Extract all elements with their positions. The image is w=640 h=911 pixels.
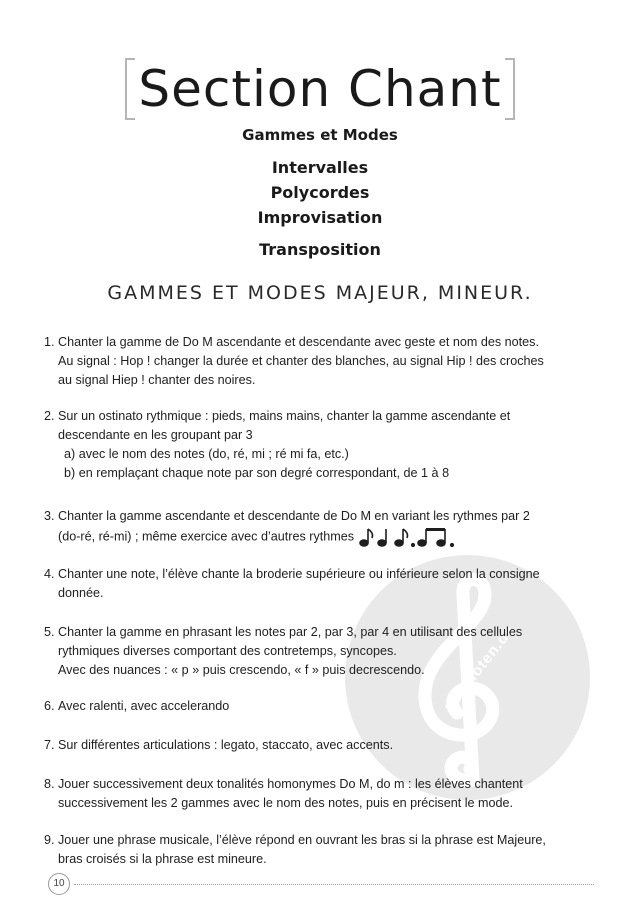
item-line: donnée. [58, 586, 104, 600]
item-number: 2. [44, 409, 55, 423]
item-line: bras croisés si la phrase est mineure. [58, 852, 267, 866]
item-number: 3. [44, 509, 55, 523]
rhythm-notes-icon [358, 526, 458, 548]
item-line-with-rhythms [44, 526, 614, 548]
footer-dotted-rule [74, 884, 594, 885]
list-item [44, 775, 614, 813]
list-item [44, 333, 614, 390]
right-bracket [505, 58, 515, 120]
subtitle-improvisation: Improvisation [257, 208, 383, 227]
item-number: 9. [44, 833, 55, 847]
item-number: 7. [44, 738, 55, 752]
item-number: 6. [44, 699, 55, 713]
title-frame [125, 58, 515, 120]
item-line: Chanter la gamme de Do M ascendante et descendante avec geste et nom des notes. [58, 335, 539, 349]
item-line: Chanter la gamme ascendante et descendante de Do M en variant les rythmes par 2 [58, 509, 530, 523]
item-line: Chanter une note, l’élève chante la broderie supérieure ou inférieure selon la consigne [58, 567, 540, 581]
item-line: Avec des nuances : « p » puis crescendo, « f » puis decrescendo. [58, 663, 425, 677]
list-item [44, 407, 614, 483]
item-number: 5. [44, 625, 55, 639]
item-line: Avec ralenti, avec accelerando [58, 699, 230, 713]
page-title: Section Chant [138, 60, 502, 118]
item-number: 1. [44, 335, 55, 349]
item-subline: a) avec le nom des notes (do, ré, mi ; ré mi fa, etc.) [64, 447, 349, 461]
subtitle-gammes: Gammes et Modes [242, 126, 398, 144]
list-item [44, 565, 614, 603]
list-item [44, 697, 614, 716]
item-line: Jouer successivement deux tonalités homonymes Do M, do m : les élèves chantent [58, 777, 523, 791]
item-line: Sur différentes articulations : legato, staccato, avec accents. [58, 738, 394, 752]
list-item [44, 736, 614, 755]
item-line-text: (do-ré, ré-mi) ; même exercice avec d’autres rythmes [58, 529, 355, 544]
item-line: au signal Hiep ! chanter des noires. [58, 373, 256, 387]
list-item [44, 831, 614, 869]
item-line: Jouer une phrase musicale, l’élève répond en ouvrant les bras si la phrase est Majeure, [58, 833, 546, 847]
item-number: 4. [44, 567, 55, 581]
item-line: rythmiques diverses comportant des contretemps, syncopes. [58, 644, 397, 658]
item-line: Sur un ostinato rythmique : pieds, mains mains, chanter la gamme ascendante et [58, 409, 511, 423]
item-line: Chanter la gamme en phrasant les notes par 2, par 3, par 4 en utilisant des cellules [58, 625, 523, 639]
subtitle-polycordes: Polycordes [270, 183, 370, 202]
page-number: 10 [48, 873, 70, 895]
item-line: successivement les 2 gammes avec le nom des notes, puis en précisent le mode. [58, 796, 513, 810]
list-item [44, 623, 614, 680]
watermark-text: alle-noten.de [440, 621, 519, 716]
item-line: descendante en les groupant par 3 [58, 428, 253, 442]
item-line: Au signal : Hop ! changer la durée et chanter des blanches, au signal Hip ! des croches [58, 354, 544, 368]
subtitle-intervalles: Intervalles [271, 158, 369, 177]
item-number: 8. [44, 777, 55, 791]
section-heading: GAMMES ET MODES MAJEUR, MINEUR. [107, 282, 533, 304]
subtitle-transposition: Transposition [259, 240, 381, 259]
item-subline: b) en remplaçant chaque note par son degré correspondant, de 1 à 8 [64, 466, 450, 480]
page-footer [48, 873, 594, 895]
list-item [44, 507, 614, 548]
